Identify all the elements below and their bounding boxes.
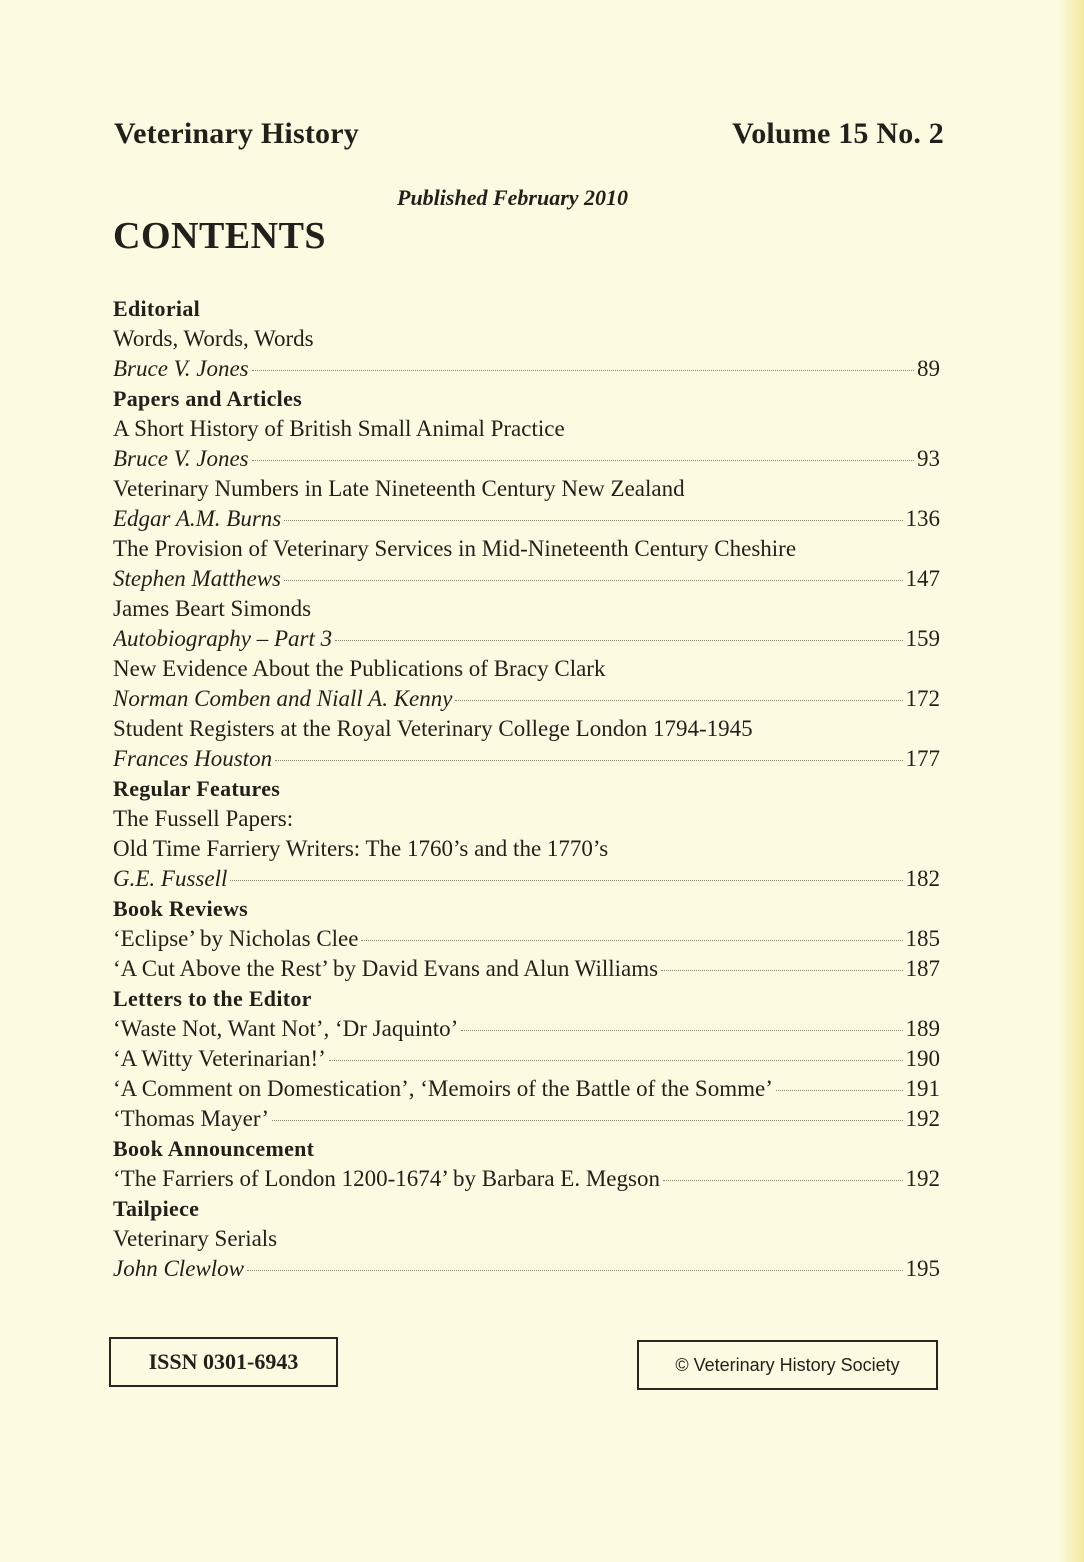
toc-page-number: 192 — [905, 1166, 940, 1191]
toc-article-title: The Fussell Papers: — [113, 806, 294, 831]
dot-leader — [361, 940, 902, 941]
toc-article-title: A Short History of British Small Animal Practice — [113, 416, 565, 441]
toc-entry — [113, 354, 940, 384]
dot-leader — [455, 700, 902, 701]
toc-page-number: 177 — [905, 746, 940, 771]
toc-article-title: Words, Words, Words — [113, 326, 314, 351]
toc-page-number: 147 — [905, 566, 940, 591]
toc-entry — [113, 1014, 940, 1044]
toc-page-number: 89 — [917, 356, 940, 381]
toc-author: Frances Houston — [113, 746, 273, 771]
toc-page-number: 182 — [905, 866, 940, 891]
toc-section-heading: Book Reviews — [113, 896, 248, 921]
toc-entry — [113, 744, 940, 774]
toc-entry — [113, 1074, 940, 1104]
toc-section-heading: Book Announcement — [113, 1136, 315, 1161]
toc-page-number: 189 — [905, 1016, 940, 1041]
dot-leader — [776, 1090, 903, 1091]
toc-page-number: 172 — [905, 686, 940, 711]
toc-section-heading: Tailpiece — [113, 1196, 200, 1221]
toc-author: John Clewlow — [113, 1256, 244, 1281]
dot-leader — [461, 1030, 902, 1031]
toc-entry — [113, 954, 940, 984]
toc-section-heading: Editorial — [113, 296, 201, 321]
dot-leader — [329, 1060, 903, 1061]
toc-entry — [113, 864, 940, 894]
toc-entry — [113, 1254, 940, 1284]
table-of-contents — [113, 294, 940, 1284]
toc-author: Bruce V. Jones — [113, 356, 249, 381]
toc-entry — [113, 624, 940, 654]
toc-page-number: 191 — [905, 1076, 940, 1101]
toc-page-number: 185 — [905, 926, 940, 951]
toc-entry-title: ‘A Cut Above the Rest’ by David Evans and Alun Williams — [113, 956, 659, 981]
toc-page-number: 195 — [905, 1256, 940, 1281]
toc-page-number: 136 — [905, 506, 940, 531]
toc-article-title: Veterinary Numbers in Late Nineteenth Century New Zealand — [113, 476, 685, 501]
toc-author: Bruce V. Jones — [113, 446, 249, 471]
toc-author: Edgar A.M. Burns — [113, 506, 282, 531]
dot-leader — [335, 640, 902, 641]
toc-author: G.E. Fussell — [113, 866, 228, 891]
toc-author: Autobiography – Part 3 — [113, 626, 333, 651]
toc-author: Stephen Matthews — [113, 566, 281, 591]
dot-leader — [272, 1120, 902, 1121]
dot-leader — [284, 580, 903, 581]
toc-section-heading: Papers and Articles — [113, 386, 303, 411]
issn-box — [109, 1337, 338, 1387]
toc-entry-title: ‘The Farriers of London 1200-1674’ by Barbara E. Megson — [113, 1166, 660, 1191]
contents-heading: CONTENTS — [113, 215, 327, 257]
toc-entry — [113, 1104, 940, 1134]
volume-number: Volume 15 No. 2 — [732, 117, 944, 150]
toc-entry — [113, 684, 940, 714]
toc-article-title: James Beart Simonds — [113, 596, 312, 621]
dot-leader — [663, 1180, 903, 1181]
toc-article-title: New Evidence About the Publications of Bracy Clark — [113, 656, 606, 681]
journal-title: Veterinary History — [114, 117, 359, 150]
toc-section-heading: Letters to the Editor — [113, 986, 312, 1011]
dot-leader — [284, 520, 902, 521]
toc-entry — [113, 564, 940, 594]
issn-text: ISSN 0301-6943 — [148, 1349, 299, 1374]
copyright-box — [637, 1340, 938, 1390]
toc-article-title: Student Registers at the Royal Veterinary College London 1794-1945 — [113, 716, 753, 741]
toc-section-heading: Regular Features — [113, 776, 281, 801]
page-edge-shading — [1058, 0, 1084, 1562]
toc-article-title: The Provision of Veterinary Services in Mid-Nineteenth Century Cheshire — [113, 536, 797, 561]
dot-leader — [252, 460, 914, 461]
toc-page-number: 187 — [905, 956, 940, 981]
toc-entry-title: ‘Eclipse’ by Nicholas Clee — [113, 926, 359, 951]
toc-article-title: Veterinary Serials — [113, 1226, 278, 1251]
toc-page-number: 190 — [905, 1046, 940, 1071]
publication-date: Published February 2010 — [397, 185, 629, 210]
toc-entry — [113, 1164, 940, 1194]
toc-page-number: 159 — [905, 626, 940, 651]
toc-entry — [113, 444, 940, 474]
toc-entry-title: ‘Waste Not, Want Not’, ‘Dr Jaquinto’ — [113, 1016, 459, 1041]
toc-entry — [113, 924, 940, 954]
toc-entry — [113, 504, 940, 534]
toc-author: Norman Comben and Niall A. Kenny — [113, 686, 453, 711]
dot-leader — [275, 760, 902, 761]
toc-article-title: Old Time Farriery Writers: The 1760’s and the 1770’s — [113, 836, 609, 861]
dot-leader — [252, 370, 914, 371]
dot-leader — [661, 970, 902, 971]
toc-entry-title: ‘Thomas Mayer’ — [113, 1106, 270, 1131]
toc-entry — [113, 1044, 940, 1074]
copyright-text: © Veterinary History Society — [675, 1354, 900, 1375]
toc-entry-title: ‘A Comment on Domestication’, ‘Memoirs of the Battle of the Somme’ — [113, 1076, 773, 1101]
toc-page-number: 192 — [905, 1106, 940, 1131]
toc-page-number: 93 — [917, 446, 940, 471]
toc-entry-title: ‘A Witty Veterinarian!’ — [113, 1046, 326, 1071]
dot-leader — [230, 880, 902, 881]
dot-leader — [247, 1270, 903, 1271]
